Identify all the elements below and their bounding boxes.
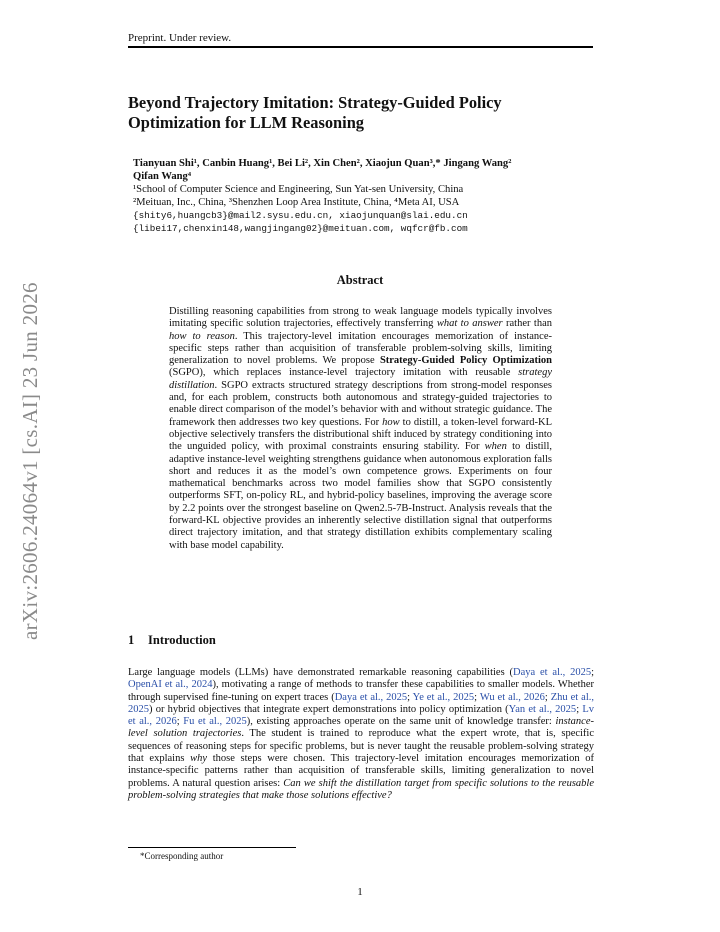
text-run: . The student is trained to reproduce what the expert wrote, that is, specific sequences of reasoning steps for specific problems, but is never taught the reusable problem-solving strategy that explains xyxy=(128,728,595,765)
running-header: Preprint. Under review. xyxy=(128,32,232,44)
text-run: (SGPO), which replaces instance-level trajectory imitation with reusable xyxy=(169,367,519,379)
introduction-body xyxy=(128,667,594,802)
author-block xyxy=(133,157,593,235)
text-run: . This trajectory-level imitation encourages memorization of instance-specific steps rather than acquisition of transferable problem-solving skills, limiting generalization to novel problems. We propose xyxy=(169,330,552,367)
section-heading xyxy=(128,633,216,648)
text-run: what to answer xyxy=(436,318,503,330)
abstract-body xyxy=(169,306,552,552)
text-run: Strategy-Guided Policy Optimization xyxy=(379,355,553,367)
footnote: *Corresponding author xyxy=(140,851,224,861)
email-line-1: {shity6,huangcb3}@mail2.sysu.edu.cn, xiaojunquan@slai.edu.cn xyxy=(133,210,468,221)
section-number: 1 xyxy=(128,633,135,647)
paper-title: Beyond Trajectory Imitation: Strategy-Guided Policy Optimization for LLM Reasoning xyxy=(128,93,502,132)
header-rule xyxy=(128,46,593,48)
text-run: those steps were chosen. This trajectory-level imitation encourages memorization of instance-specific patterns rather than acquisition of transferable skills, limiting generalization to novel problems. A natural question arises: xyxy=(128,753,594,789)
text-run: Large language models (LLMs) have demonstrated remarkable reasoning capabilities ( xyxy=(128,667,514,678)
text-run: instance-level solution trajectories xyxy=(128,716,594,740)
email-line-2: {libei17,chenxin148,wangjingang02}@meituan.com, wqfcr@fb.com xyxy=(133,223,468,234)
text-run: . SGPO extracts structured strategy descriptions from strong-model responses and, for each problem, constructs both autonomous and strategy-guided trajectories to enable direct comparison of the model’s behavior with and without strategic guidance. The framework then addresses two key questions. For xyxy=(169,379,552,428)
citation-link[interactable]: Lv et al., 2026 xyxy=(128,703,594,728)
text-run: ) or hybrid objectives that integrate expert demonstrations into policy optimization ( xyxy=(149,703,509,715)
citation-link[interactable]: OpenAI et al., 2024 xyxy=(128,679,213,691)
text-run: to distill, a token-level forward-KL objective selectively transfers the distributional shift induced by strategy conditioning into the unguided policy, with proximal constraints ensuring stability. For xyxy=(169,416,552,453)
text-run: Can we shift the distillation target from specific solutions to the reusable problem-solving strategies that make those solutions effective? xyxy=(128,777,594,801)
footnote-rule xyxy=(128,847,296,848)
arxiv-identifier: arXiv:2606.24064v1 [cs.AI] 23 Jun 2026 xyxy=(18,282,42,640)
text-run: ; xyxy=(176,716,184,728)
text-run: when xyxy=(484,441,507,453)
text-run: Distilling reasoning capabilities from strong to weak language models typically involves imitating specific solution trajectories, effectively transferring xyxy=(169,306,552,330)
text-run: strategy distillation xyxy=(169,367,552,391)
text-run: to distill, adaptive instance-level weighting strengthens guidance when autonomous exploration falls short and reduces it as the model’s own competence grows. Experiments on four mathematical benchmarks across two model families show that SGPO consistently outperforms SFT, on-policy RL, and hybrid-policy baselines, improving the average score by 2.2 points over the strongest baseline on Qwen2.5-7B-Instruct. Analysis reveals that the forward-KL objective provides an inherently selective distillation signal that outperforms direct trajectory imitation, and that strategy distillation exhibits complementary scaling with base model capability. xyxy=(169,441,552,551)
text-run: why xyxy=(190,753,208,765)
page-number: 1 xyxy=(357,886,363,898)
text-run: ), motivating a range of methods to transfer these capabilities to smaller models. Whether through supervised fine-tuning on expert traces ( xyxy=(128,679,594,703)
citation-link[interactable]: Fu et al., 2025 xyxy=(183,716,247,728)
author-names: Tianyuan Shi¹, Canbin Huang¹, Bei Li², Xin Chen², Xiaojun Quan³,* Jingang Wang² xyxy=(133,158,512,169)
affiliation-1: ¹School of Computer Science and Engineering, Sun Yat-sen University, China xyxy=(133,184,464,195)
citation-link[interactable]: Ye et al., 2025 xyxy=(412,691,475,703)
abstract-heading: Abstract xyxy=(336,273,384,287)
citation-link[interactable]: Zhu et al., 2025 xyxy=(128,691,595,715)
text-run: ; xyxy=(576,703,583,715)
text-run: ; xyxy=(474,691,480,703)
text-run: ; xyxy=(591,667,594,678)
text-run: how to reason xyxy=(169,330,235,342)
citation-link[interactable]: Daya et al., 2025 xyxy=(334,691,408,703)
affiliation-2: ²Meituan, Inc., China, ³Shenzhen Loop Area Institute, China, ⁴Meta AI, USA xyxy=(133,197,460,208)
author-names-cont: Qifan Wang⁴ xyxy=(133,171,192,182)
text-run: ; xyxy=(544,691,551,703)
text-run: ), existing approaches operate on the same unit of knowledge transfer: xyxy=(246,716,556,728)
text-run: ; xyxy=(407,691,413,703)
text-run: how xyxy=(382,416,400,428)
text-run: rather than xyxy=(502,318,552,330)
citation-link[interactable]: Wu et al., 2026 xyxy=(479,691,545,703)
citation-link[interactable]: Daya et al., 2025 xyxy=(513,667,592,678)
citation-link[interactable]: Yan et al., 2025 xyxy=(508,703,577,715)
section-title: Introduction xyxy=(148,633,216,647)
